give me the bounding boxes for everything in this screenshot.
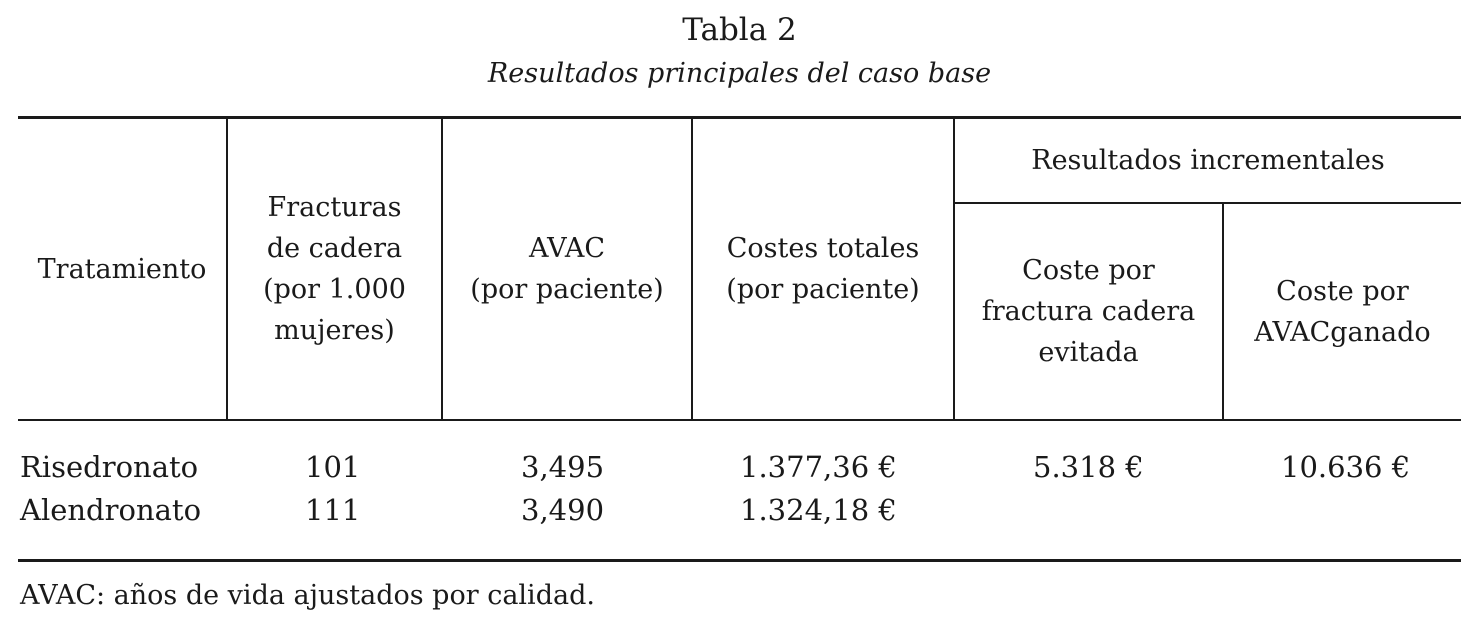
table-title: Tabla 2 bbox=[682, 12, 797, 48]
bottom-rule bbox=[18, 559, 1461, 562]
cell-costes: 1.377,36 € bbox=[740, 450, 897, 484]
cell-fracturas: 111 bbox=[305, 493, 361, 527]
cell-avac: 3,495 bbox=[521, 450, 605, 484]
column-header-tratamiento: Tratamiento bbox=[37, 253, 207, 285]
column-header-coste-avac: Coste por AVACganado bbox=[1254, 275, 1431, 348]
cell-fracturas: 101 bbox=[305, 450, 361, 484]
column-header-costes: Costes totales (por paciente) bbox=[726, 233, 920, 305]
column-header-fracturas: Fracturas de cadera (por 1.000 mujeres) bbox=[263, 192, 406, 346]
footnote: AVAC: años de vida ajustados por calidad. bbox=[20, 580, 595, 611]
row-label: Alendronato bbox=[20, 493, 202, 527]
row-label: Risedronato bbox=[20, 450, 199, 484]
cell-coste-fractura: 5.318 € bbox=[1033, 450, 1144, 484]
table-subtitle: Resultados principales del caso base bbox=[487, 58, 992, 89]
cell-avac: 3,490 bbox=[521, 493, 605, 527]
cell-coste-avac: 10.636 € bbox=[1281, 450, 1411, 484]
column-header-avac: AVAC (por paciente) bbox=[470, 233, 664, 305]
header-bottom-rule bbox=[18, 419, 1461, 421]
cell-costes: 1.324,18 € bbox=[740, 493, 897, 527]
column-header-coste-fractura: Coste por fractura cadera evitada bbox=[981, 255, 1196, 368]
group-header: Resultados incrementales bbox=[1031, 145, 1385, 176]
